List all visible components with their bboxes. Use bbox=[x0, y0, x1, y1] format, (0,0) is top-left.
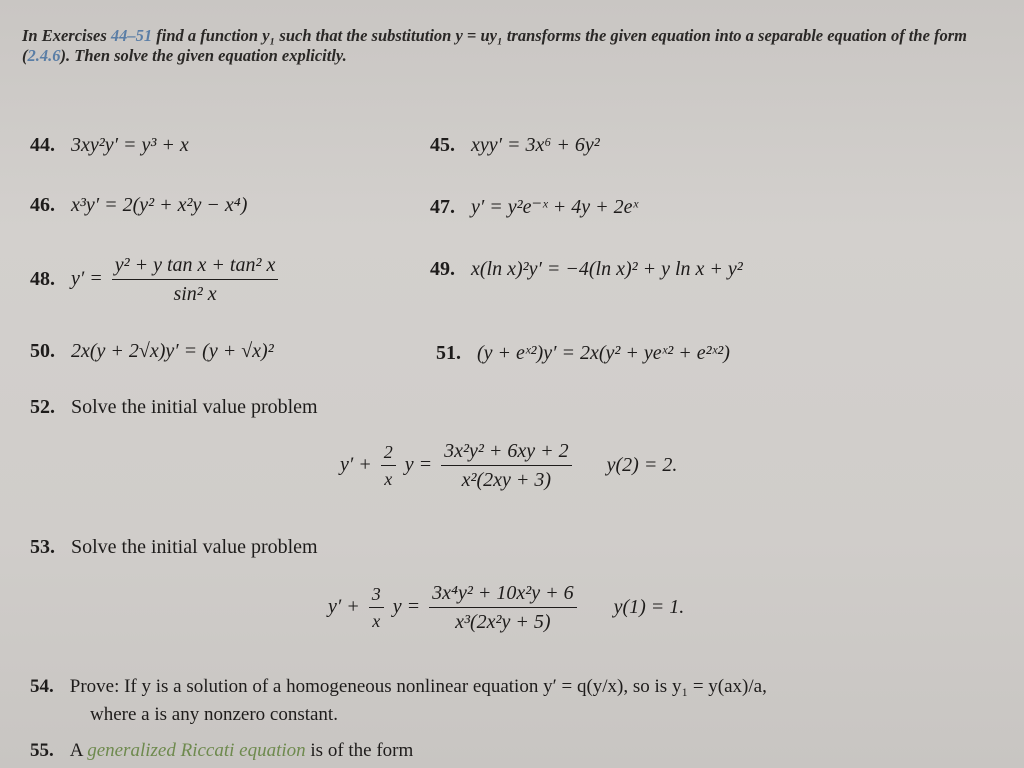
numerator: y² + y tan x + tan² x bbox=[112, 254, 279, 280]
exercise-text: Solve the initial value problem bbox=[71, 536, 318, 558]
exercise-44 bbox=[30, 134, 189, 157]
numerator: 3x⁴y² + 10x²y + 6 bbox=[429, 582, 576, 608]
denominator: sin² x bbox=[173, 283, 217, 305]
rhs-fraction bbox=[429, 582, 576, 634]
exercise-52-equation bbox=[340, 440, 677, 492]
exercise-49 bbox=[430, 258, 743, 281]
intro-text-1: In Exercises bbox=[22, 26, 111, 45]
exercise-number: 45. bbox=[430, 134, 455, 156]
exercise-number: 50. bbox=[30, 340, 55, 362]
exercise-number: 54. bbox=[30, 676, 54, 697]
glossary-term-link[interactable]: generalized Riccati equation bbox=[87, 740, 306, 761]
denominator: x bbox=[384, 469, 393, 489]
exercise-number: 48. bbox=[30, 267, 55, 290]
exercise-number: 47. bbox=[430, 196, 455, 218]
exercise-text-pre: A bbox=[69, 740, 88, 761]
denominator: x³(2x²y + 5) bbox=[455, 611, 551, 633]
denominator: x bbox=[372, 611, 381, 631]
equation: (y + eˣ²)y′ = 2x(y² + yeˣ² + e²ˣ²) bbox=[477, 342, 730, 364]
exercise-text-line1: Prove: If y is a solution of a homogeneous nonlinear equation y′ = q(y/x), so is y₁ = y(ax)/a, bbox=[69, 676, 767, 697]
equation-mid: y = bbox=[404, 453, 433, 476]
equation-lhs: y′ = bbox=[71, 267, 103, 290]
numerator: 3 bbox=[369, 584, 384, 608]
exercise-50 bbox=[30, 340, 274, 363]
exercise-number: 44. bbox=[30, 134, 55, 156]
equation-lhs: y′ + bbox=[328, 595, 360, 618]
equation-mid: y = bbox=[392, 595, 421, 618]
exercise-text: Solve the initial value problem bbox=[71, 396, 318, 418]
exercise-48 bbox=[30, 254, 282, 306]
equation: 3xy²y′ = y³ + x bbox=[71, 134, 189, 156]
exercise-number: 46. bbox=[30, 194, 55, 216]
exercise-number: 53. bbox=[30, 536, 55, 558]
rhs-fraction bbox=[441, 440, 572, 492]
exercise-53-equation bbox=[328, 582, 684, 634]
equation: x³y′ = 2(y² + x²y − x⁴) bbox=[71, 194, 248, 216]
exercise-number: 49. bbox=[430, 258, 455, 280]
intro-text-2: find a function y₁ such that the substitution y = uy₁ transforms the given equation into a separable equation of the form ( bbox=[22, 26, 968, 65]
numerator: 3x²y² + 6xy + 2 bbox=[441, 440, 572, 466]
coefficient-fraction bbox=[369, 584, 384, 632]
initial-condition: y(2) = 2. bbox=[606, 453, 678, 476]
exercise-47 bbox=[430, 194, 638, 219]
exercise-46 bbox=[30, 194, 247, 217]
exercise-range-link[interactable]: 44–51 bbox=[110, 26, 153, 45]
numerator: 2 bbox=[381, 442, 396, 466]
exercise-54-continued bbox=[90, 704, 338, 726]
equation-lhs: y′ + bbox=[340, 453, 372, 476]
exercise-53 bbox=[30, 536, 318, 559]
equation: xyy′ = 3x⁶ + 6y² bbox=[471, 134, 600, 156]
equation-reference-link[interactable]: 2.4.6 bbox=[27, 46, 61, 65]
equation: x(ln x)²y′ = −4(ln x)² + y ln x + y² bbox=[471, 258, 743, 280]
exercise-text-line2: where a is any nonzero constant. bbox=[90, 704, 338, 725]
exercise-instructions bbox=[22, 26, 1012, 66]
exercise-number: 52. bbox=[30, 396, 55, 418]
exercise-number: 51. bbox=[436, 342, 461, 364]
exercise-54 bbox=[30, 676, 767, 698]
exercise-55 bbox=[30, 740, 413, 762]
exercise-number: 55. bbox=[30, 740, 54, 761]
exercise-45 bbox=[430, 134, 600, 157]
exercise-52 bbox=[30, 396, 318, 419]
intro-text-3: ). Then solve the given equation explicitly. bbox=[60, 46, 347, 65]
exercise-text-post: is of the form bbox=[305, 740, 414, 761]
fraction bbox=[112, 254, 279, 306]
exercise-51 bbox=[436, 342, 730, 365]
equation: y′ = y²e⁻ˣ + 4y + 2eˣ bbox=[471, 196, 639, 218]
equation: 2x(y + 2√x)y′ = (y + √x)² bbox=[71, 340, 274, 362]
denominator: x²(2xy + 3) bbox=[461, 469, 552, 491]
coefficient-fraction bbox=[381, 442, 396, 490]
initial-condition: y(1) = 1. bbox=[613, 595, 685, 618]
